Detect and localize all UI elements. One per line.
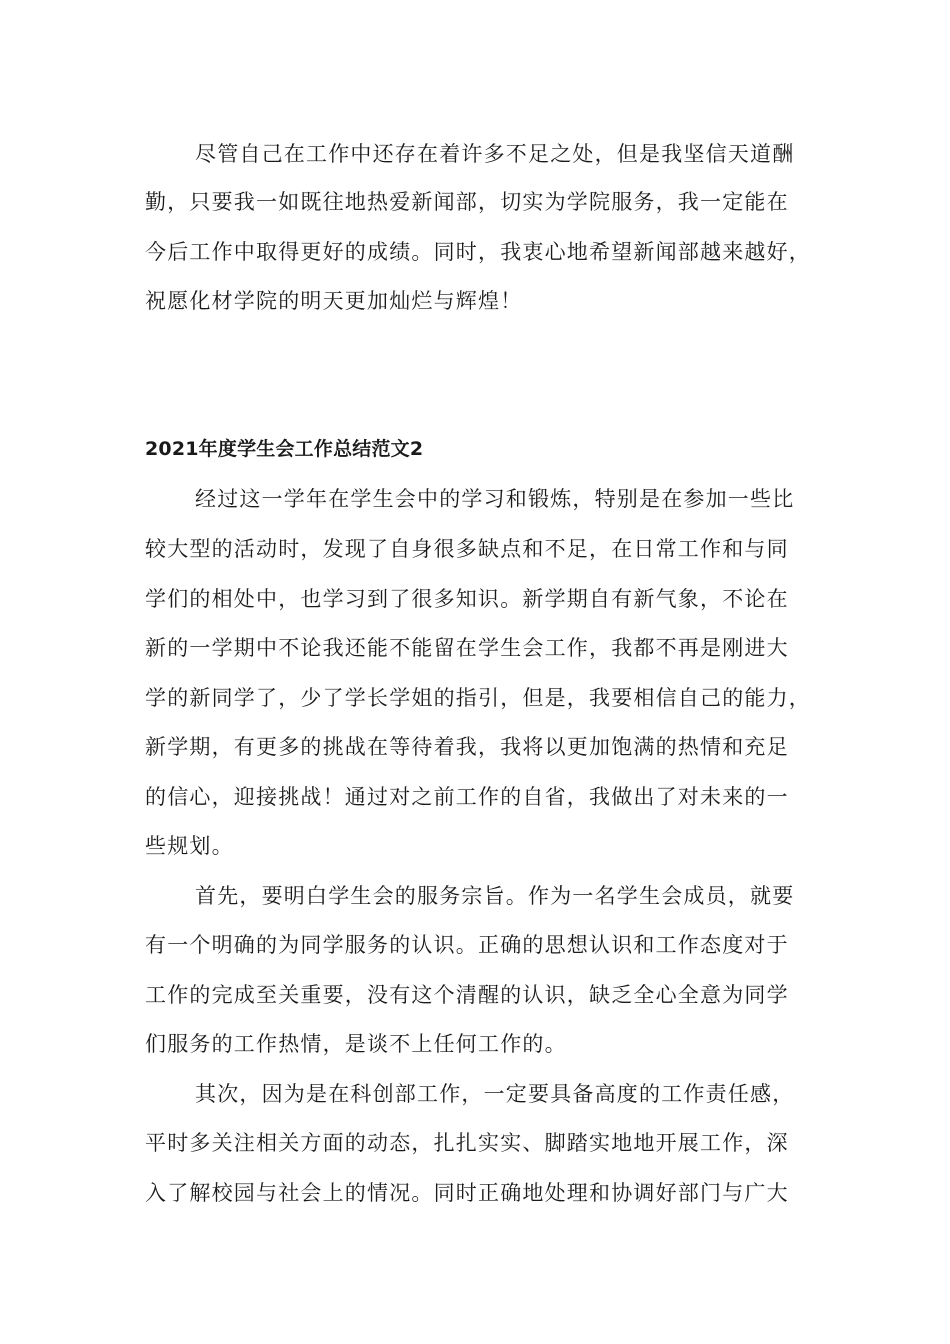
text-line: 尽管自己在工作中还存在着许多不足之处，但是我坚信天道酬 xyxy=(195,142,795,166)
text-line: 有一个明确的为同学服务的认识。正确的思想认识和工作态度对于 xyxy=(145,933,789,957)
text-line: 工作的完成至关重要，没有这个清醒的认识，缺乏全心全意为同学 xyxy=(145,983,789,1007)
text-line: 的信心，迎接挑战！通过对之前工作的自省，我做出了对未来的一 xyxy=(145,785,789,809)
text-line: 较大型的活动时，发现了自身很多缺点和不足，在日常工作和与同 xyxy=(145,537,789,561)
text-line: 新学期，有更多的挑战在等待着我，我将以更加饱满的热情和充足 xyxy=(145,735,789,759)
text-line: 新的一学期中不论我还能不能留在学生会工作，我都不再是刚进大 xyxy=(145,636,789,660)
text-line: 其次，因为是在科创部工作，一定要具备高度的工作责任感， xyxy=(195,1082,795,1106)
text-line: 勤，只要我一如既往地热爱新闻部，切实为学院服务，我一定能在 xyxy=(145,190,789,214)
text-line: 学的新同学了，少了学长学姐的指引，但是，我要相信自己的能力， xyxy=(145,686,811,710)
text-line: 们服务的工作热情，是谈不上任何工作的。 xyxy=(145,1032,567,1056)
text-line: 平时多关注相关方面的动态，扎扎实实、脚踏实地地开展工作，深 xyxy=(145,1131,789,1155)
text-line: 今后工作中取得更好的成绩。同时，我衷心地希望新闻部越来越好， xyxy=(145,240,811,264)
text-line: 学们的相处中，也学习到了很多知识。新学期自有新气象，不论在 xyxy=(145,587,789,611)
text-line: 首先，要明白学生会的服务宗旨。作为一名学生会成员，就要 xyxy=(195,884,795,908)
section-heading: 2021年度学生会工作总结范文2 xyxy=(145,438,424,460)
text-line: 些规划。 xyxy=(145,834,234,858)
text-line: 入了解校园与社会上的情况。同时正确地处理和协调好部门与广大 xyxy=(145,1181,789,1205)
text-line: 经过这一学年在学生会中的学习和锻炼，特别是在参加一些比 xyxy=(195,487,795,511)
text-line: 祝愿化材学院的明天更加灿烂与辉煌！ xyxy=(145,289,523,313)
